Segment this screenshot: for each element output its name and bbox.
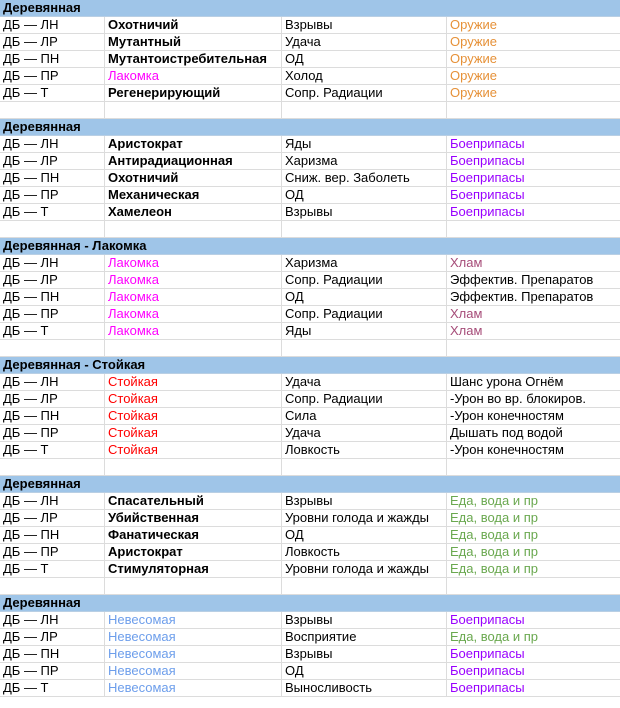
slot-cell[interactable]: ДБ — ПР [3,306,59,321]
category-cell[interactable]: Хлам [446,323,620,339]
slot-cell[interactable]: ДБ — ПР [3,68,59,83]
empty-cell[interactable] [104,459,281,475]
slot-cell[interactable]: ДБ — ПН [3,646,60,661]
mod-name-cell[interactable]: Стимуляторная [104,561,281,577]
mod-name-cell[interactable]: Стойкая [104,374,281,390]
table-row[interactable] [0,629,620,646]
stat-cell[interactable]: Восприятие [281,629,446,645]
slot-cell[interactable]: ДБ — ПР [3,187,59,202]
category-cell[interactable]: Еда, вода и пр [446,544,620,560]
empty-cell[interactable] [104,578,281,594]
category-cell[interactable]: Еда, вода и пр [446,561,620,577]
slot-cell[interactable]: ДБ — ПР [3,544,59,559]
section-header[interactable] [0,476,620,493]
category-cell[interactable]: Боеприпасы [446,680,620,696]
stat-cell[interactable]: Ловкость [281,442,446,458]
slot-cell[interactable]: ДБ — ПН [3,170,60,185]
stat-cell[interactable]: ОД [281,289,446,305]
category-cell[interactable]: Эффектив. Препаратов [446,289,620,305]
empty-cell[interactable] [281,340,446,356]
category-cell[interactable]: Хлам [446,255,620,271]
slot-cell[interactable]: ДБ — ПН [3,51,60,66]
empty-cell[interactable] [0,340,104,356]
mod-name-cell[interactable]: Мутантоистребительная [104,51,281,67]
slot-cell[interactable]: ДБ — Т [3,680,49,695]
table-row[interactable] [0,68,620,85]
slot-cell[interactable]: ДБ — ЛР [3,272,58,287]
empty-cell[interactable] [281,221,446,237]
mod-name-cell[interactable]: Невесомая [104,646,281,662]
stat-cell[interactable]: Уровни голода и жажды [281,510,446,526]
empty-cell[interactable] [0,578,104,594]
slot-cell[interactable]: ДБ — ПН [3,408,60,423]
table-row[interactable] [0,425,620,442]
empty-row[interactable] [0,221,620,238]
table-row[interactable] [0,612,620,629]
mod-name-cell[interactable]: Стойкая [104,425,281,441]
mod-name-cell[interactable]: Невесомая [104,629,281,645]
table-row[interactable] [0,204,620,221]
category-cell[interactable]: Боеприпасы [446,136,620,152]
table-row[interactable] [0,306,620,323]
stat-cell[interactable]: Сила [281,408,446,424]
table-row[interactable] [0,272,620,289]
mod-name-cell[interactable]: Лакомка [104,323,281,339]
section-title: Деревянная [3,595,81,610]
category-cell[interactable]: Боеприпасы [446,612,620,628]
category-cell[interactable]: Еда, вода и пр [446,493,620,509]
mod-name-cell[interactable]: Лакомка [104,255,281,271]
table-row[interactable] [0,85,620,102]
stat-cell[interactable]: Взрывы [281,612,446,628]
category-cell[interactable]: Хлам [446,306,620,322]
empty-cell[interactable] [446,102,620,118]
stat-cell[interactable]: Сниж. вер. Заболеть [281,170,446,186]
mod-name-cell[interactable]: Аристократ [104,544,281,560]
mod-name-cell[interactable]: Стойкая [104,408,281,424]
table-row[interactable] [0,255,620,272]
slot-cell[interactable]: ДБ — ЛР [3,510,58,525]
mod-name-cell[interactable]: Охотничий [104,170,281,186]
slot-cell[interactable]: ДБ — ПН [3,289,60,304]
section-header[interactable] [0,238,620,255]
empty-cell[interactable] [0,221,104,237]
stat-cell[interactable]: Взрывы [281,17,446,33]
section-title: Деревянная [3,0,81,15]
table-row[interactable] [0,527,620,544]
slot-cell[interactable]: ДБ — ЛН [3,374,59,389]
mod-name-cell[interactable]: Невесомая [104,612,281,628]
stat-cell[interactable]: Выносливость [281,680,446,696]
table-row[interactable] [0,408,620,425]
section-title: Деревянная - Лакомка [3,238,147,253]
empty-cell[interactable] [281,578,446,594]
empty-row[interactable] [0,340,620,357]
section-header[interactable] [0,357,620,374]
stat-cell[interactable]: Взрывы [281,493,446,509]
empty-cell[interactable] [281,102,446,118]
mod-name-cell[interactable]: Лакомка [104,289,281,305]
mod-name-cell[interactable]: Хамелеон [104,204,281,220]
stat-cell[interactable]: Харизма [281,153,446,169]
section-title: Деревянная [3,119,81,134]
table-row[interactable] [0,136,620,153]
slot-cell[interactable]: ДБ — ЛН [3,255,59,270]
table-row[interactable] [0,34,620,51]
mod-name-cell[interactable]: Антирадиационная [104,153,281,169]
mod-name-cell[interactable]: Невесомая [104,680,281,696]
table-row[interactable] [0,153,620,170]
stat-cell[interactable]: Уровни голода и жажды [281,561,446,577]
table-row[interactable] [0,323,620,340]
slot-cell[interactable]: ДБ — ЛР [3,153,58,168]
table-row[interactable] [0,646,620,663]
stat-cell[interactable]: Взрывы [281,646,446,662]
stat-cell[interactable]: Яды [281,323,446,339]
table-row[interactable] [0,510,620,527]
section-title: Деревянная - Стойкая [3,357,146,372]
category-cell[interactable]: Еда, вода и пр [446,527,620,543]
mod-name-cell[interactable]: Убийственная [104,510,281,526]
mod-name-cell[interactable]: Стойкая [104,442,281,458]
empty-cell[interactable] [104,221,281,237]
mod-name-cell[interactable]: Лакомка [104,68,281,84]
category-cell[interactable]: -Урон конечностям [446,408,620,424]
table-row[interactable] [0,170,620,187]
category-cell[interactable]: Оружие [446,17,620,33]
table-row[interactable] [0,17,620,34]
slot-cell[interactable]: ДБ — ЛН [3,493,59,508]
category-cell[interactable]: Оружие [446,68,620,84]
stat-cell[interactable]: Удача [281,374,446,390]
category-cell[interactable]: Оружие [446,51,620,67]
mod-name-cell[interactable]: Лакомка [104,306,281,322]
category-cell[interactable]: Оружие [446,85,620,101]
slot-cell[interactable]: ДБ — Т [3,85,49,100]
slot-cell[interactable]: ДБ — ПН [3,527,60,542]
category-cell[interactable]: Шанс урона Огнём [446,374,620,390]
table-row[interactable] [0,187,620,204]
mod-name-cell[interactable]: Спасательный [104,493,281,509]
section-header[interactable] [0,595,620,612]
slot-cell[interactable]: ДБ — ПР [3,425,59,440]
mod-name-cell[interactable]: Лакомка [104,272,281,288]
empty-cell[interactable] [446,459,620,475]
category-cell[interactable]: Дышать под водой [446,425,620,441]
table-row[interactable] [0,561,620,578]
slot-cell[interactable]: ДБ — Т [3,323,49,338]
empty-cell[interactable] [0,102,104,118]
empty-cell[interactable] [446,578,620,594]
table-row[interactable] [0,544,620,561]
category-cell[interactable]: Боеприпасы [446,204,620,220]
mod-name-cell[interactable]: Аристократ [104,136,281,152]
category-cell[interactable]: Еда, вода и пр [446,510,620,526]
mod-name-cell[interactable]: Фанатическая [104,527,281,543]
stat-cell[interactable]: Яды [281,136,446,152]
table-row[interactable] [0,680,620,697]
category-cell[interactable]: Эффектив. Препаратов [446,272,620,288]
slot-cell[interactable]: ДБ — Т [3,442,49,457]
slot-cell[interactable]: ДБ — Т [3,204,49,219]
stat-cell[interactable]: Харизма [281,255,446,271]
empty-cell[interactable] [281,459,446,475]
stat-cell[interactable]: Сопр. Радиации [281,306,446,322]
empty-cell[interactable] [104,340,281,356]
category-cell[interactable]: Боеприпасы [446,170,620,186]
slot-cell[interactable]: ДБ — ПР [3,663,59,678]
section-header[interactable] [0,119,620,136]
stat-cell[interactable]: Сопр. Радиации [281,391,446,407]
mod-name-cell[interactable]: Невесомая [104,663,281,679]
empty-row[interactable] [0,578,620,595]
stat-cell[interactable]: Сопр. Радиации [281,85,446,101]
stat-cell[interactable]: ОД [281,187,446,203]
category-cell[interactable]: Оружие [446,34,620,50]
table-row[interactable] [0,374,620,391]
table-row[interactable] [0,289,620,306]
category-cell[interactable]: Боеприпасы [446,187,620,203]
slot-cell[interactable]: ДБ — ЛН [3,17,59,32]
category-cell[interactable]: -Урон конечностям [446,442,620,458]
empty-cell[interactable] [446,340,620,356]
category-cell[interactable]: -Урон во вр. блокиров. [446,391,620,407]
table-row[interactable] [0,663,620,680]
mod-name-cell[interactable]: Охотничий [104,17,281,33]
mod-name-cell[interactable]: Стойкая [104,391,281,407]
empty-cell[interactable] [446,221,620,237]
table-row[interactable] [0,391,620,408]
stat-cell[interactable]: Удача [281,34,446,50]
stat-cell[interactable]: Сопр. Радиации [281,272,446,288]
empty-row[interactable] [0,102,620,119]
stat-cell[interactable]: Взрывы [281,204,446,220]
table-row[interactable] [0,493,620,510]
category-cell[interactable]: Боеприпасы [446,646,620,662]
section-title: Деревянная [3,476,81,491]
mod-name-cell[interactable]: Регенерирующий [104,85,281,101]
stat-cell[interactable]: Удача [281,425,446,441]
stat-cell[interactable]: ОД [281,527,446,543]
mod-name-cell[interactable]: Механическая [104,187,281,203]
empty-cell[interactable] [104,102,281,118]
stat-cell[interactable]: ОД [281,663,446,679]
category-cell[interactable]: Еда, вода и пр [446,629,620,645]
slot-cell[interactable]: ДБ — ЛН [3,136,59,151]
slot-cell[interactable]: ДБ — ЛН [3,612,59,627]
slot-cell[interactable]: ДБ — Т [3,561,49,576]
table-row[interactable] [0,442,620,459]
section-header[interactable] [0,0,620,17]
stat-cell[interactable]: Ловкость [281,544,446,560]
table-row[interactable] [0,51,620,68]
empty-cell[interactable] [0,459,104,475]
slot-cell[interactable]: ДБ — ЛР [3,629,58,644]
mod-name-cell[interactable]: Мутантный [104,34,281,50]
empty-row[interactable] [0,459,620,476]
category-cell[interactable]: Боеприпасы [446,153,620,169]
slot-cell[interactable]: ДБ — ЛР [3,391,58,406]
stat-cell[interactable]: ОД [281,51,446,67]
stat-cell[interactable]: Холод [281,68,446,84]
slot-cell[interactable]: ДБ — ЛР [3,34,58,49]
category-cell[interactable]: Боеприпасы [446,663,620,679]
